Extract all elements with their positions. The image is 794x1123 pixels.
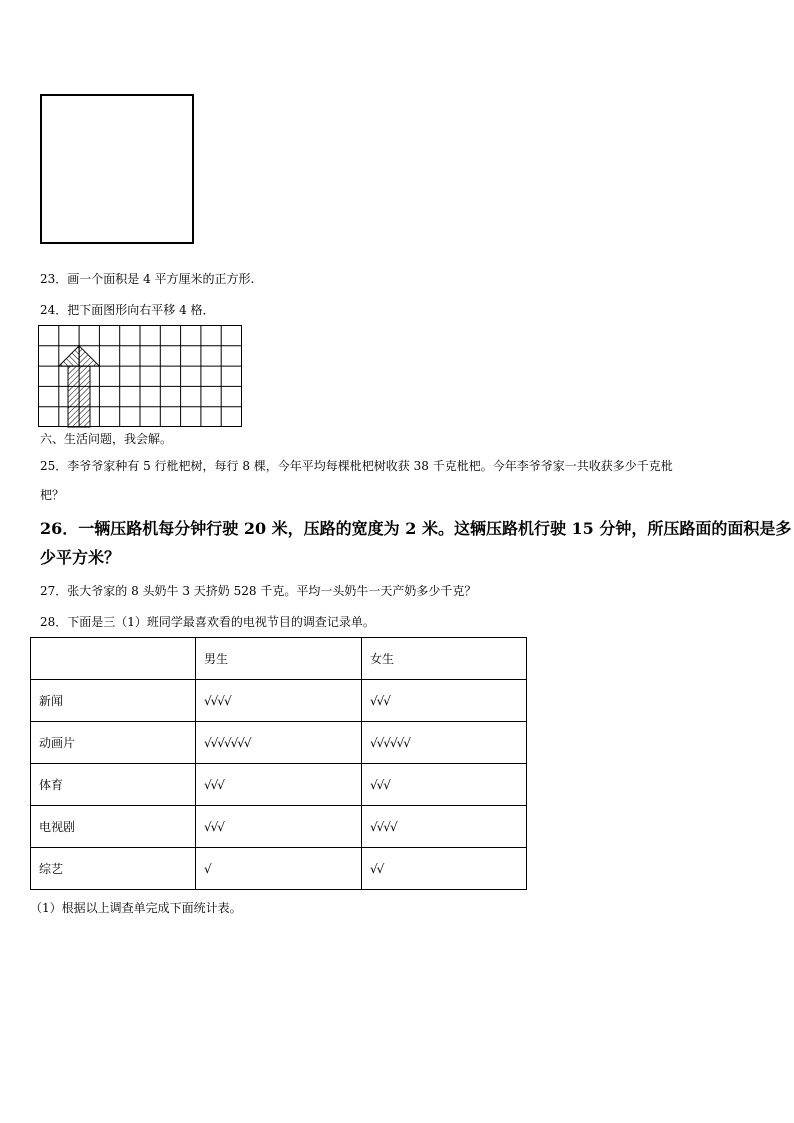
program-name: 综艺 (31, 848, 196, 890)
girls-tally: √√√ (362, 764, 527, 806)
question-23: 23．画一个面积是 4 平方厘米的正方形. (40, 272, 255, 286)
table-row (31, 848, 527, 890)
question-28: 28．下面是三（1）班同学最喜欢看的电视节目的调查记录单。 (40, 615, 375, 629)
girls-tally: √√√√ (362, 806, 527, 848)
square-drawing-box (40, 94, 194, 244)
translation-grid (38, 325, 244, 433)
question-26-line-2: 少平方米？ (40, 548, 121, 567)
girls-tally: √√√√√√ (362, 722, 527, 764)
program-name: 新闻 (31, 680, 196, 722)
table-header-row (31, 638, 527, 680)
table-header-boys: 男生 (196, 638, 362, 680)
question-25-line-2: 杷？ (40, 488, 65, 502)
boys-tally: √√√√√√√ (196, 722, 362, 764)
table-header-girls: 女生 (362, 638, 527, 680)
survey-table (30, 637, 527, 890)
boys-tally: √√√ (196, 806, 362, 848)
question-26-line-1: 26．一辆压路机每分钟行驶 20 米，压路的宽度为 2 米。这辆压路机行驶 15 分钟，所压路面的面积是多 (40, 519, 792, 538)
section-6-heading: 六、生活问题，我会解。 (40, 432, 173, 446)
program-name: 动画片 (31, 722, 196, 764)
question-24: 24．把下面图形向右平移 4 格． (40, 303, 215, 317)
boys-tally: √√√√ (196, 680, 362, 722)
boys-tally: √ (196, 848, 362, 890)
program-name: 电视剧 (31, 806, 196, 848)
question-28-sub-1: （1）根据以上调查单完成下面统计表。 (30, 901, 242, 915)
table-row (31, 806, 527, 848)
boys-tally: √√√ (196, 764, 362, 806)
question-27: 27．张大爷家的 8 头奶牛 3 天挤奶 528 千克。平均一头奶牛一天产奶多少千克？ (40, 584, 477, 598)
table-row (31, 680, 527, 722)
girls-tally: √√ (362, 848, 527, 890)
question-25-line-1: 25．李爷爷家种有 5 行枇杷树，每行 8 棵，今年平均每棵枇杷树收获 38 千克枇杷。今年李爷爷家一共收获多少千克枇 (40, 459, 673, 473)
table-row (31, 722, 527, 764)
program-name: 体育 (31, 764, 196, 806)
table-row (31, 764, 527, 806)
table-header-cell (31, 638, 196, 680)
girls-tally: √√√ (362, 680, 527, 722)
